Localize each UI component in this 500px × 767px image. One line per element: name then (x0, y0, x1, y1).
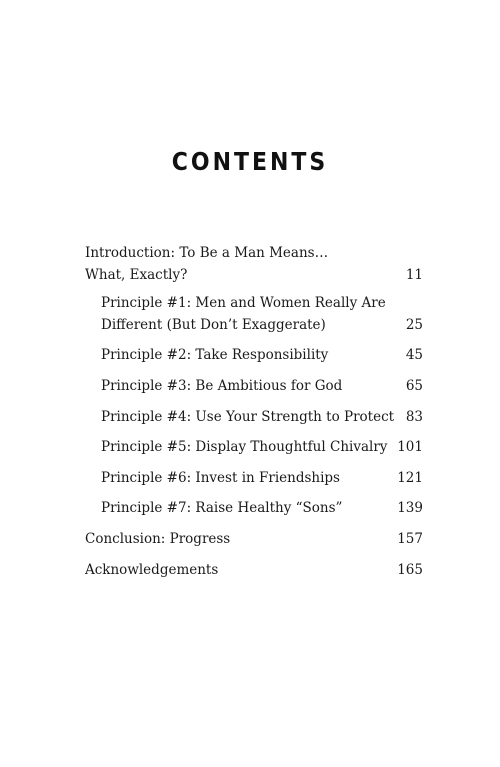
toc-entry-principle-1 (101, 292, 423, 336)
toc-entry-principle-2 (101, 344, 423, 366)
toc-entry-title-line: What, Exactly? (85, 267, 188, 283)
toc-entry-title-line: Different (But Don’t Exaggerate) (101, 317, 326, 333)
toc-entry-title-line: Conclusion: Progress (85, 531, 231, 547)
toc-entry-acknowledgements (85, 559, 423, 581)
toc-entry-title-line: Principle #1: Men and Women Really Are (101, 295, 386, 311)
toc-page-number: 11 (405, 267, 423, 283)
toc-entry-title-line: Principle #2: Take Responsibility (101, 347, 329, 363)
toc-page-number: 139 (397, 500, 423, 516)
toc-entry-introduction (85, 242, 423, 286)
toc-page-number: 83 (405, 409, 423, 425)
toc-entry-principle-6 (101, 467, 423, 489)
toc-entry-title-line: Principle #4: Use Your Strength to Protect (101, 409, 395, 425)
toc-entry-principle-7 (101, 497, 423, 519)
toc-entry-title-line: Introduction: To Be a Man Means… (85, 245, 329, 261)
toc-entry-title-line: Principle #5: Display Thoughtful Chivalry (101, 439, 388, 455)
toc-entry-principle-3 (101, 375, 423, 397)
toc-entry-title-line: Principle #3: Be Ambitious for God (101, 378, 343, 394)
toc-page-number: 121 (397, 470, 423, 486)
toc-page-number: 101 (397, 439, 423, 455)
toc-page-number: 45 (405, 347, 423, 363)
page-title: CONTENTS (171, 148, 329, 177)
toc-entry-principle-4 (101, 406, 423, 428)
toc-entry-principle-5 (101, 436, 423, 458)
toc-page-number: 65 (405, 378, 423, 394)
toc-entry-title-line: Principle #7: Raise Healthy “Sons” (101, 500, 343, 516)
toc-entry-title-line: Acknowledgements (85, 562, 219, 578)
toc-page-number: 157 (397, 531, 423, 547)
toc-page-number: 165 (397, 562, 423, 578)
toc-entry-conclusion (85, 528, 423, 550)
toc-page-number: 25 (405, 317, 423, 333)
toc-entry-title-line: Principle #6: Invest in Friendships (101, 470, 340, 486)
